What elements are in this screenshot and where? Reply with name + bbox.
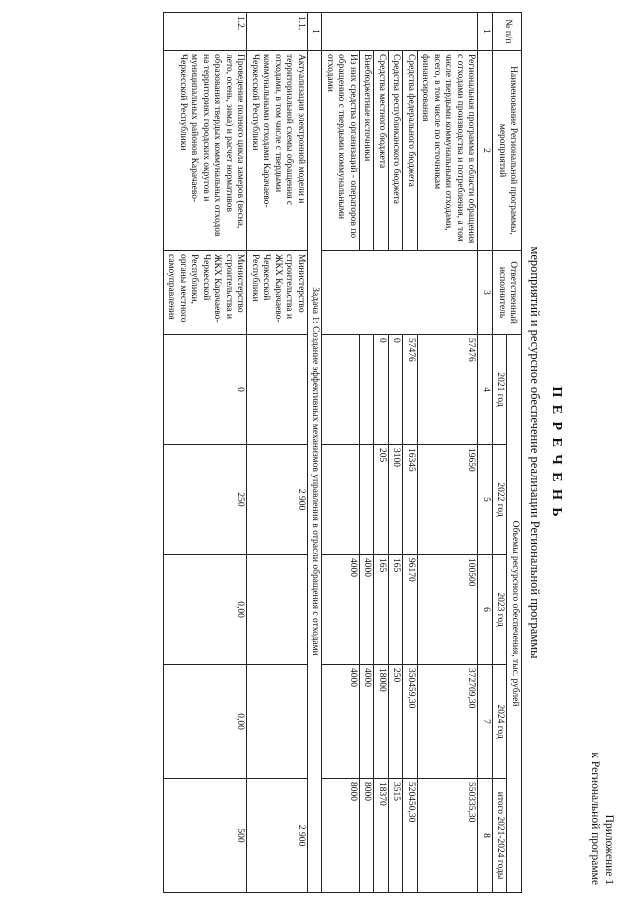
source-row [403, 13, 418, 893]
program-2023: 100500 [418, 555, 479, 665]
item-executor: Министерство строительства и ЖКХ Карачаево-Черкесской Республики, органы местного самоуправления [164, 251, 248, 335]
item-2022: 250 [164, 445, 248, 555]
task-title: Задача 1: Создание эффективных механизмов управления в отрасли обращения с отходами [308, 51, 323, 893]
source-total: 8000 [322, 779, 360, 893]
item-name: Проведение полного цикла замеров (весна, лето, осень, зима) и расчет нормативов образования твердых коммунальных отходов на территориях городских округов и муниципальных районов Карачаево-Черкесской Республики [164, 51, 248, 251]
source-total: 18370 [374, 779, 389, 893]
source-2022: 205 [374, 445, 389, 555]
source-row [360, 13, 375, 893]
source-total: 520450,30 [403, 779, 418, 893]
item-num: 1.1. [247, 13, 308, 51]
colnum-cell: 8 [478, 779, 493, 893]
source-2022: 16345 [403, 445, 418, 555]
item-num: 1.2. [164, 13, 248, 51]
header-total: итого 2021-2024 годы [493, 779, 508, 893]
colnum-cell: 1 [478, 13, 493, 51]
appendix-note [588, 752, 616, 885]
source-2024: 4000 [360, 665, 375, 779]
item-2023 [247, 555, 308, 665]
program-2022: 19650 [418, 445, 479, 555]
item-row [247, 13, 308, 893]
source-2021 [322, 335, 360, 445]
source-name: Средства местного бюджета [374, 51, 389, 251]
source-2023: 165 [374, 555, 389, 665]
program-row [418, 13, 479, 893]
program-num-cell [322, 13, 478, 51]
task-num: 1 [308, 13, 323, 51]
item-row [164, 13, 248, 893]
item-name: Актуализация электронной модели и территориальной схемы обращения с отходами, в том числе с твердыми коммунальными отходами Карачаево-Черкесской Республики [247, 51, 308, 251]
header-row-1 [507, 13, 522, 893]
source-2021: 0 [374, 335, 389, 445]
item-2023: 0,00 [164, 555, 248, 665]
item-2021: 0 [164, 335, 248, 445]
source-name: Средства федерального бюджета [403, 51, 418, 251]
source-total: 3515 [389, 779, 404, 893]
item-total: 500 [164, 779, 248, 893]
source-total: 8000 [360, 779, 375, 893]
program-name: Региональная программа в области обращения с отходами производства и потребления, а том числе твердыми коммунальными отходами, всего, в том числе по источникам финансирования [418, 51, 479, 251]
appendix-line-1: Приложение 1 [603, 814, 615, 885]
source-2022 [360, 445, 375, 555]
colnum-cell: 6 [478, 555, 493, 665]
source-2023: 4000 [322, 555, 360, 665]
source-name: Внебюджетные источники [360, 51, 375, 251]
header-name: Наименование Региональной программы, мероприятий [493, 51, 522, 251]
source-2024: 4000 [322, 665, 360, 779]
source-2023: 4000 [360, 555, 375, 665]
program-executor-cell [322, 251, 478, 335]
source-2024: 250 [389, 665, 404, 779]
program-total: 550335,30 [418, 779, 479, 893]
source-row [389, 13, 404, 893]
source-row [374, 13, 389, 893]
header-2022: 2022 год [493, 445, 508, 555]
program-2024: 372709,30 [418, 665, 479, 779]
header-volume: Объемы ресурсного обеспечения, тыс. рублей [507, 335, 522, 893]
colnum-cell: 4 [478, 335, 493, 445]
document-title: П Е Р Е Ч Е Н Ь [549, 386, 564, 519]
item-total: 2 900 [247, 779, 308, 893]
header-2021: 2021 год [493, 335, 508, 445]
item-2022: 2 900 [247, 445, 308, 555]
header-executor: Ответственный исполнитель [493, 251, 522, 335]
appendix-line-2: к Региональной программе [589, 752, 601, 885]
item-2024 [247, 665, 308, 779]
source-2023: 165 [389, 555, 404, 665]
source-2024: 350459,30 [403, 665, 418, 779]
source-2021 [360, 335, 375, 445]
item-executor: Министерство строительства и ЖКХ Карачаево-Черкесской Республики [247, 251, 308, 335]
column-number-row [478, 13, 493, 893]
source-2022 [322, 445, 360, 555]
source-2024: 18000 [374, 665, 389, 779]
measures-table [163, 12, 522, 893]
colnum-cell: 5 [478, 445, 493, 555]
source-name: Средства республиканского бюджета [389, 51, 404, 251]
document-subtitle: мероприятий и ресурсное обеспечение реализации Региональной программы [528, 246, 542, 659]
colnum-cell: 3 [478, 251, 493, 335]
item-2024: 0,00 [164, 665, 248, 779]
header-2023: 2023 год [493, 555, 508, 665]
source-2021: 0 [389, 335, 404, 445]
colnum-cell: 2 [478, 51, 493, 251]
source-2023: 96170 [403, 555, 418, 665]
colnum-cell: 7 [478, 665, 493, 779]
source-row [322, 13, 360, 893]
source-2021: 57476 [403, 335, 418, 445]
program-2021: 57476 [418, 335, 479, 445]
header-2024: 2024 год [493, 665, 508, 779]
task-row [308, 13, 323, 893]
item-2021 [247, 335, 308, 445]
source-name: Из них средства организаций - операторов по обращению с твердыми коммунальными отходами [322, 51, 360, 251]
header-num: № п/п [493, 13, 522, 51]
source-2022: 3100 [389, 445, 404, 555]
